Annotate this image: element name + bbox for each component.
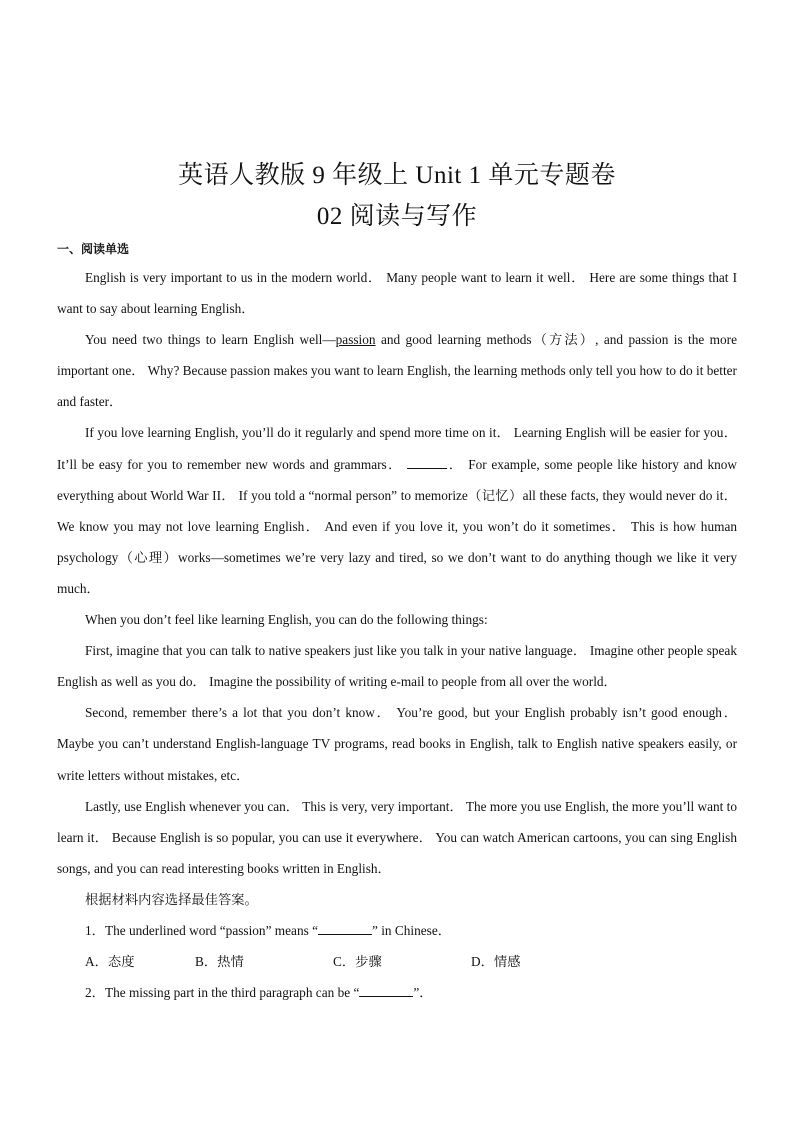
paragraph-6: Second, remember there’s a lot that you don’t know． You’re good, but your English probably isn’t good enough． Maybe you can’t understand English-language TV programs, read books in English, talk to English native speakers easily, or write letters without mistakes, etc．: [57, 705, 737, 783]
paragraph-2-end: and good learning methods（方法）, and passion is the more important one． Why? Because passion makes you want to learn English, the learning methods only tell you how to do it better and faster．: [57, 332, 737, 410]
paragraph-3-end: ． For example, some people like history and know everything about World War II． If you told a “normal person” to memorize（记忆）all these facts, they would never do it． We know you may not love learning English． And even if you love it, you won’t do it sometimes． This is how human psychology（心理）works—sometimes we’re very lazy and tired, so we don’t want to do anything though we like it very much．: [57, 456, 737, 596]
document-title: 英语人教版 9 年级上 Unit 1 单元专题卷: [178, 162, 616, 189]
question-1: [57, 915, 737, 946]
paragraph-2-start: You need two things to learn English well—: [85, 332, 336, 348]
option-b[interactable]: B．热情: [195, 954, 244, 970]
missing-part-blank: [407, 454, 447, 469]
paragraph-7: Lastly, use English whenever you can． This is very, very important． The more you use English, the more you’ll want to learn it． Because English is so popular, you can use it everywhere． You can watch American cartoons, you can sing English songs, and you can read interesting books written in English．: [57, 798, 737, 876]
document-subtitle: 02 阅读与写作: [316, 203, 478, 230]
paragraph-1: English is very important to us in the modern world． Many people want to learn it well． Here are some things that I want to say about learning English．: [57, 270, 737, 317]
paragraph-3: [57, 417, 737, 604]
underlined-word-passion: passion: [335, 332, 376, 348]
option-a[interactable]: A．态度: [85, 954, 135, 970]
question-1-blank: [318, 920, 372, 935]
question-2-blank: [359, 982, 413, 997]
question-2-end: ”．: [413, 985, 433, 1001]
question-1-end: ” in Chinese．: [372, 922, 452, 938]
paragraph-5: First, imagine that you can talk to native speakers just like you talk in your native language． Imagine other people speak English as well as you do． Imagine the possibility of writing e-mail to people from all over the world．: [57, 643, 737, 690]
section-heading: 一、阅读单选: [57, 242, 130, 256]
option-d[interactable]: D．情感: [471, 954, 521, 970]
question-1-start: 1．The underlined word “passion” means “: [85, 922, 318, 938]
question-1-options: [57, 946, 737, 977]
question-2: [57, 977, 737, 1008]
question-instruction: 根据材料内容选择最佳答案。: [85, 891, 258, 907]
paragraph-2: [57, 324, 737, 417]
reading-passage: [57, 262, 737, 1008]
paragraph-3-start: If you love learning English, you’ll do it regularly and spend more time on it． Learning English will be easier for you． It’ll be easy for you to remember new words and grammars．: [57, 425, 737, 472]
option-c[interactable]: C．步骤: [333, 954, 382, 970]
paragraph-4: When you don’t feel like learning English, you can do the following things:: [85, 612, 488, 628]
question-2-start: 2．The missing part in the third paragraph can be “: [85, 985, 360, 1001]
